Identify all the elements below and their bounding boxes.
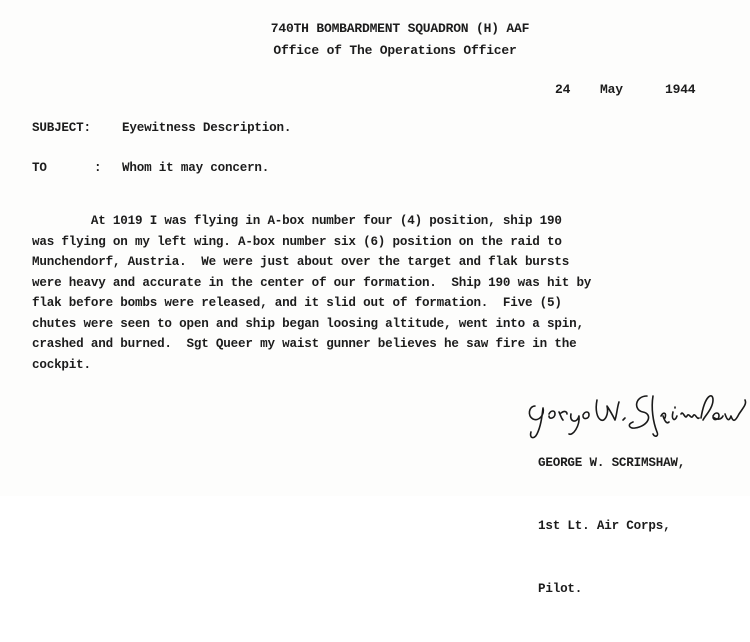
body-line: was flying on my left wing. A-box number six (6) position on the raid to — [32, 234, 562, 249]
subject-label: SUBJECT: — [32, 121, 91, 135]
eyewitness-body — [32, 211, 712, 375]
date-year: 1944 — [665, 82, 696, 97]
date-day: 24 — [555, 82, 571, 97]
body-line: Munchendorf, Austria. We were just about over the target and flak bursts — [32, 255, 570, 269]
to-label: TO — [32, 161, 47, 175]
body-line: crashed and burned. Sgt Queer my waist gunner believes he saw fire in the — [32, 337, 577, 351]
subject-value: Eyewitness Description. — [122, 121, 292, 135]
body-line: chutes were seen to open and ship began loosing altitude, went into a spin, — [32, 316, 584, 331]
body-line: were heavy and accurate in the center of our formation. Ship 190 was hit by — [32, 275, 592, 290]
signature-block — [538, 411, 685, 642]
to-colon: : — [94, 161, 102, 175]
body-line: cockpit. — [32, 357, 91, 372]
signer-name: GEORGE W. SCRIMSHAW, — [538, 456, 686, 470]
signer-rank: 1st Lt. Air Corps, — [538, 519, 671, 533]
date-month: May — [600, 82, 623, 97]
signer-role: Pilot. — [538, 582, 583, 596]
body-line: flak before bombs were released, and it slid out of formation. Five (5) — [32, 296, 562, 310]
office-heading: Office of The Operations Officer — [273, 43, 517, 58]
squadron-heading: 740TH BOMBARDMENT SQUADRON (H) AAF — [270, 21, 530, 36]
body-line: At 1019 I was flying in A-box number four (4) position, ship 190 — [32, 214, 562, 228]
to-value: Whom it may concern. — [122, 161, 270, 175]
